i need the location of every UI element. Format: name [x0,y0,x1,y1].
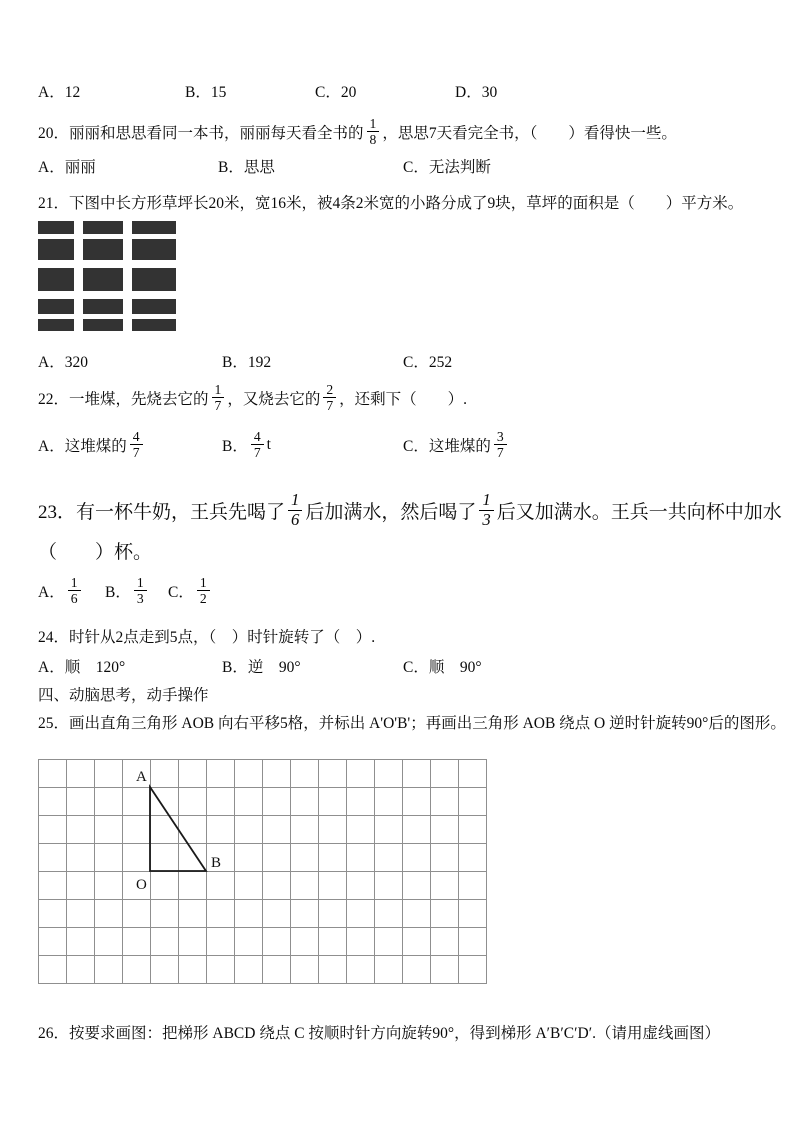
path-strip [38,234,176,239]
q23-text-mid: 后加满水，然后喝了 [305,501,477,523]
fraction-2-7: $\frac{2}{7}$ [323,382,336,413]
q25-figure [38,759,756,991]
q26-text: 26．按要求画图：把梯形 ABCD 绕点 C 按顺时针方向旋转90°，得到梯形 A′B′C′D′.（请用虚线画图） [38,1025,720,1042]
fraction-1-8: $\frac{1}{8}$ [367,116,380,147]
q23-block [38,489,782,565]
q23-text-line2: （ ）杯。 [38,542,153,563]
q23-text-line1 [38,489,782,531]
fraction-1-3: $\frac{1}{3}$ [479,491,493,529]
q23-text-before: 23．有一杯牛奶，王兵先喝了 [38,501,286,523]
q19-option-a: A．12 [38,84,81,101]
q19-option-row [38,80,756,102]
lawn-image [38,221,176,331]
grid-area [39,760,487,984]
q21-option-b: B．192 [222,354,272,371]
q20-text-after: ，思思7天看完全书，（ ）看得快一些。 [382,124,677,142]
q22-text [38,382,756,413]
fraction-1-6: $\frac{1}{6}$ [288,491,302,529]
q22-text-before: 22．一堆煤，先烧去它的 [38,390,209,408]
q24-text: 24．时针从2点走到5点，（ ）时针旋转了（ ）. [38,629,376,646]
vertex-label-b: B [211,855,222,871]
q20-option-c: C．无法判断 [403,159,491,176]
q21-option-a: A．320 [38,354,88,371]
q22-option-c: C．这堆煤的 $\frac{3}{7}$ [403,429,510,460]
path-strip [38,260,176,268]
q24-option-row [38,655,756,677]
section-4-heading: 四、动脑思考，动手操作 [38,687,209,704]
vertex-label-o: O [136,877,147,893]
q21-option-row [38,350,756,372]
q20-text [38,116,756,147]
q23-option-c: C． $\frac{1}{2}$ [168,575,213,606]
q19-option-c: C．20 [315,84,357,101]
q22-text-after: ，还剩下（ ）. [339,390,468,408]
q20-text-before: 20．丽丽和思思看同一本书，丽丽每天看全书的 [38,124,364,142]
q23-option-row [38,575,756,611]
fraction-4-7: $\frac{4}{7}$ [251,429,264,460]
fraction-4-7: $\frac{4}{7}$ [130,429,143,460]
vertex-label-a: A [136,769,147,785]
q22-option-row [38,429,756,465]
fraction-1-6: $\frac{1}{6}$ [68,575,81,606]
q23-option-b: B． $\frac{1}{3}$ [105,575,150,606]
q22-text-mid: ，又烧去它的 [227,390,321,408]
q19-option-b: B．15 [185,84,227,101]
q20-option-b: B．思思 [218,159,275,176]
fraction-1-7: $\frac{1}{7}$ [212,382,225,413]
q23-text-after: 后又加满水。王兵一共向杯中加水 [496,501,782,523]
q20-option-row [38,155,756,177]
q24-option-a: A．顺 120° [38,659,126,676]
path-strip [38,291,176,299]
q23-option-a: A． $\frac{1}{6}$ [38,575,84,606]
q22-option-b: B． $\frac{4}{7}$ t [222,429,271,460]
q24-option-c: C．顺 90° [403,659,482,676]
q21-text: 21．下图中长方形草坪长20米，宽16米，被4条2米宽的小路分成了9块，草坪的面积是（ ）平方米。 [38,195,744,212]
q24-option-b: B．逆 90° [222,659,301,676]
q19-option-d: D．30 [455,84,498,101]
q22-option-a: A．这堆煤的 $\frac{4}{7}$ [38,429,146,460]
fraction-3-7: $\frac{3}{7}$ [494,429,507,460]
path-strip [74,221,83,331]
path-strip [38,314,176,319]
q21-figure [38,221,756,336]
q21-option-c: C．252 [403,354,453,371]
q20-option-a: A．丽丽 [38,159,96,176]
path-strip [123,221,132,331]
fraction-1-3: $\frac{1}{3}$ [134,575,147,606]
translation-grid [38,759,488,986]
fraction-1-2: $\frac{1}{2}$ [197,575,210,606]
q25-text: 25．画出直角三角形 AOB 向右平移5格，并标出 A'O'B'；再画出三角形 AOB 绕点 O 逆时针旋转90°后的图形。 [38,715,786,732]
